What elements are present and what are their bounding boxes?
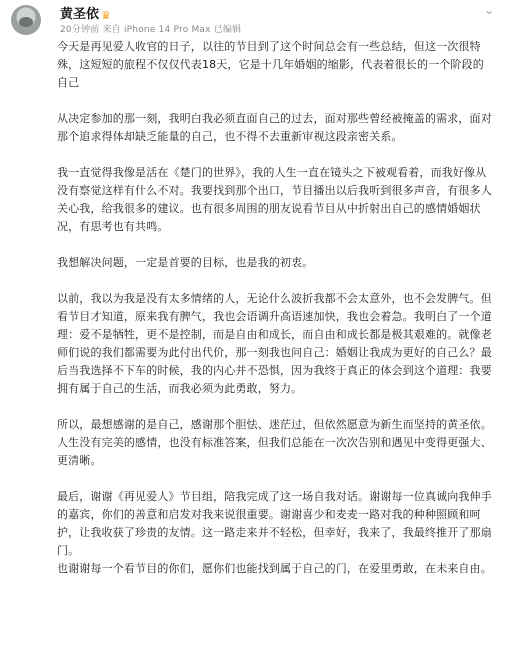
vip-badge-icon: ♛ bbox=[101, 9, 111, 22]
avatar[interactable] bbox=[11, 5, 41, 35]
paragraph-5: 以前，我以为我是没有太多情绪的人，无论什么波折我都不会太意外，也不会发脾气。但看节目才知道，原来我有脾气，我也会语调升高语速加快，我也会着急。我明白了一个道理：爱不是牺牲，更不是控制，而是自由和成长，而自由和成长都是极其艰难的。就像老师们说的我们都需要为此付出代价，那一刻我也问自己：婚姻让我成为更好的自己么？最后当我选择不下车的时候，我的内心并不恐惧，因为我终于真正的体会到这个道理：我要拥有属于自己的生活，而我必须为此勇敢，努力。 bbox=[57, 292, 492, 395]
post-meta bbox=[60, 22, 241, 35]
author-name-row[interactable] bbox=[60, 3, 112, 22]
paragraph-1: 今天是再见爱人收官的日子，以往的节目到了这个时间总会有一些总结，但这一次很特殊，这短短的旅程不仅仅代表18天，它是十几年婚姻的缩影，代表着很长的一个阶段的自己 bbox=[57, 40, 484, 89]
paragraph-3: 我一直觉得我像是活在《楚门的世界》，我的人生一直在镜头之下被观看着，而我好像从没有察觉这样有什么不对。我要找到那个出口，节目播出以后我听到很多声音，有很多人关心我，给我很多的建议。也有很多周围的朋友说看节目从中折射出自己的感情婚姻状况，有思考也有共鸣。 bbox=[57, 166, 492, 233]
post-header bbox=[0, 0, 508, 42]
paragraph-8: 也谢谢每一个看节目的你们，愿你们也能找到属于自己的门，在爱里勇敢，在未来自由。 bbox=[57, 562, 492, 575]
post-body bbox=[57, 38, 493, 578]
paragraph-2: 从决定参加的那一刻，我明白我必须直面自己的过去，面对那些曾经被掩盖的需求，面对那个追求得体却缺乏能量的自己，也不得不去重新审视这段亲密关系。 bbox=[57, 112, 492, 143]
paragraph-7: 最后，谢谢《再见爱人》节目组，陪我完成了这一场自我对话。谢谢每一位真诚向我伸手的嘉宾，你们的善意和启发对我来说很重要。谢谢喜少和麦麦一路对我的种种照顾和呵护，让我收获了珍贵的友情。这一路走来并不轻松，但幸好，我来了，我最终推开了那扇门。 bbox=[57, 490, 492, 557]
post-source: 来自 iPhone 14 Pro Max bbox=[102, 25, 211, 35]
post-edited: 已编辑 bbox=[213, 25, 242, 35]
author-name[interactable]: 黄圣依 bbox=[60, 7, 100, 22]
paragraph-4: 我想解决问题，一定是首要的目标，也是我的初衷。 bbox=[57, 256, 314, 269]
post-time: 20分钟前 bbox=[60, 25, 100, 35]
chevron-down-icon[interactable]: ⌄ bbox=[483, 3, 495, 17]
paragraph-6: 所以，最想感谢的是自己，感谢那个胆怯、迷茫过，但依然愿意为新生而坚持的黄圣依。人生没有完美的感情，也没有标准答案，但我们总能在一次次告别和遇见中变得更强大、更清晰。 bbox=[57, 418, 492, 467]
